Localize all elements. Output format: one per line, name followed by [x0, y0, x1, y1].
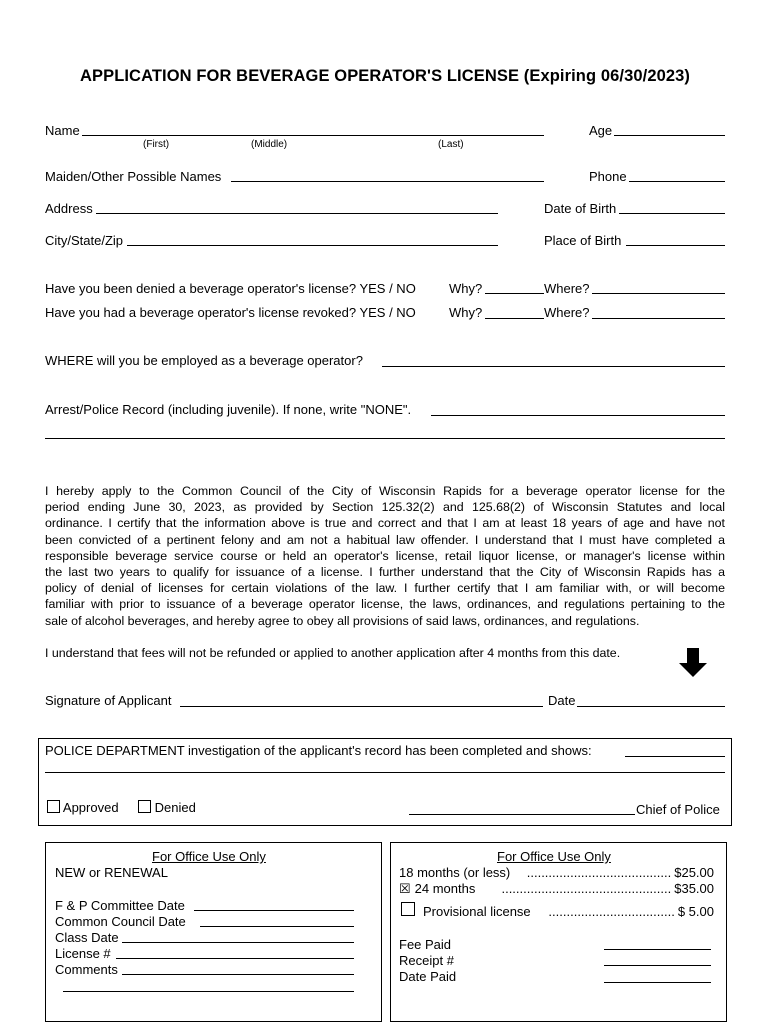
employed-field[interactable] [382, 366, 725, 367]
maiden-label: Maiden/Other Possible Names [45, 169, 222, 184]
revoked-why-field[interactable] [485, 318, 544, 319]
fee-18-amount: $25.00 [674, 865, 714, 880]
denied-why-label: Why? [449, 281, 483, 296]
class-date-label: Class Date [55, 930, 119, 945]
council-date-label: Common Council Date [55, 914, 186, 929]
declaration-line: sale of alcohol beverages, and hereby agree to obey all provisions of said laws, ordinances, and regulations. [45, 613, 640, 628]
denied-where-field[interactable] [592, 293, 725, 294]
date-paid-label: Date Paid [399, 969, 457, 984]
receipt-field[interactable] [604, 965, 711, 966]
arrest-label: Arrest/Police Record (including juvenile). If none, write "NONE". [45, 402, 412, 417]
fp-date-label: F & P Committee Date [55, 898, 185, 913]
signature-label: Signature of Applicant [45, 693, 172, 708]
declaration-paragraph [45, 483, 725, 629]
revoked-where-field[interactable] [592, 318, 725, 319]
fee-24-amount: $35.00 [674, 881, 714, 896]
provisional-leader: ................................... [548, 904, 675, 919]
fee-24-months-row [399, 881, 714, 897]
comments-label: Comments [55, 962, 118, 977]
approved-checkbox[interactable] [47, 800, 60, 813]
declaration-line: I hereby apply to the Common Council of the City of Wisconsin Rapids for a beverage operator license for the [45, 484, 725, 498]
age-field[interactable] [614, 135, 725, 136]
employed-label: WHERE will you be employed as a beverage operator? [45, 353, 363, 368]
denied-question: Have you been denied a beverage operator's license? YES / NO [45, 281, 416, 296]
fee-paid-field[interactable] [604, 949, 711, 950]
revoked-why-label: Why? [449, 305, 483, 320]
arrest-field-line2[interactable] [45, 438, 725, 439]
license-number-field[interactable] [116, 958, 354, 959]
police-text: POLICE DEPARTMENT investigation of the applicant's record has been completed and shows: [45, 743, 592, 758]
declaration-line: been convicted of a pertinent felony and am not a habitual law offender. I understand that I must have completed a [45, 532, 725, 547]
pob-label: Place of Birth [544, 233, 622, 248]
arrest-field[interactable] [431, 415, 725, 416]
dob-field[interactable] [619, 213, 725, 214]
phone-label: Phone [589, 169, 627, 184]
city-field[interactable] [127, 245, 498, 246]
license-number-label: License # [55, 946, 111, 961]
signature-field[interactable] [180, 706, 543, 707]
fee-18-months-row [399, 865, 714, 880]
first-hint: (First) [143, 139, 170, 150]
office-left-heading: For Office Use Only [152, 849, 266, 864]
denied-checkbox[interactable] [138, 800, 151, 813]
name-field[interactable] [82, 135, 544, 136]
denied-label: Denied [154, 800, 196, 815]
checked-box-icon[interactable]: ☒ [399, 881, 411, 896]
provisional-checkbox[interactable] [401, 902, 415, 916]
date-paid-field[interactable] [604, 982, 711, 983]
fee-24-label: 24 months [414, 881, 476, 896]
fp-date-field[interactable] [194, 910, 354, 911]
class-date-field[interactable] [122, 942, 354, 943]
council-date-field[interactable] [200, 926, 354, 927]
police-result-field[interactable] [625, 756, 725, 757]
receipt-label: Receipt # [399, 953, 454, 968]
city-label: City/State/Zip [45, 233, 124, 248]
police-result-line2[interactable] [45, 772, 725, 773]
refund-notice: I understand that fees will not be refunded or applied to another application after 4 months from this date. [45, 646, 621, 660]
fee-paid-label: Fee Paid [399, 937, 452, 952]
declaration-line: period ending June 30, 2023, as provided by Section 125.32(2) and 125.68(2) of Wisconsin Statutes and local [45, 500, 725, 515]
denied-why-field[interactable] [485, 293, 544, 294]
down-arrow-icon [677, 647, 709, 679]
denied-where-label: Where? [544, 281, 590, 296]
page-title: APPLICATION FOR BEVERAGE OPERATOR'S LICENSE (Expiring 06/30/2023) [79, 67, 691, 85]
comments-field-line2[interactable] [63, 991, 354, 992]
provisional-label: Provisional license [423, 904, 531, 919]
provisional-amount: $ 5.00 [677, 904, 714, 919]
signature-date-label: Date [548, 693, 576, 708]
last-hint: (Last) [438, 139, 464, 150]
maiden-field[interactable] [231, 181, 544, 182]
signature-date-field[interactable] [577, 706, 725, 707]
name-label: Name [45, 123, 80, 138]
declaration-line: familiar with prior to issuance of a beverage operator license, the laws, ordinances, and regulations pertaining to the [45, 597, 725, 612]
new-renewal-label: NEW or RENEWAL [55, 865, 168, 880]
address-label: Address [45, 201, 93, 216]
approved-label: Approved [62, 800, 119, 815]
fee-24-leader: ............................................... [501, 881, 672, 896]
dob-label: Date of Birth [544, 201, 617, 216]
declaration-line: policy of denial of licenses for certain violations of the law. I further certify that I am familiar with, or will become [45, 581, 725, 596]
fee-18-label: 18 months (or less) [399, 865, 511, 880]
comments-field[interactable] [122, 974, 354, 975]
revoked-where-label: Where? [544, 305, 590, 320]
declaration-line: the last two years to qualify for issuance of a license. I further understand that the City of Wisconsin Rapids has a [45, 565, 725, 580]
fee-provisional-row [401, 902, 714, 919]
middle-hint: (Middle) [251, 139, 288, 150]
phone-field[interactable] [629, 181, 725, 182]
office-right-heading: For Office Use Only [497, 849, 611, 864]
pob-field[interactable] [626, 245, 725, 246]
chief-signature-field[interactable] [409, 814, 635, 815]
declaration-line: ordinance. I certify that the information above is true and correct and that I am at least 18 years of age and have not [45, 516, 725, 531]
age-label: Age [589, 123, 613, 138]
address-field[interactable] [96, 213, 498, 214]
revoked-question: Have you had a beverage operator's license revoked? YES / NO [45, 305, 416, 320]
denied-option[interactable] [138, 800, 196, 815]
fee-18-leader: ........................................ [526, 865, 672, 880]
declaration-line: responsible beverage service course or held an operator's license, retail liquor license, or manager's license within [45, 548, 725, 563]
chief-label: Chief of Police [636, 802, 720, 817]
approved-option[interactable] [47, 800, 119, 815]
